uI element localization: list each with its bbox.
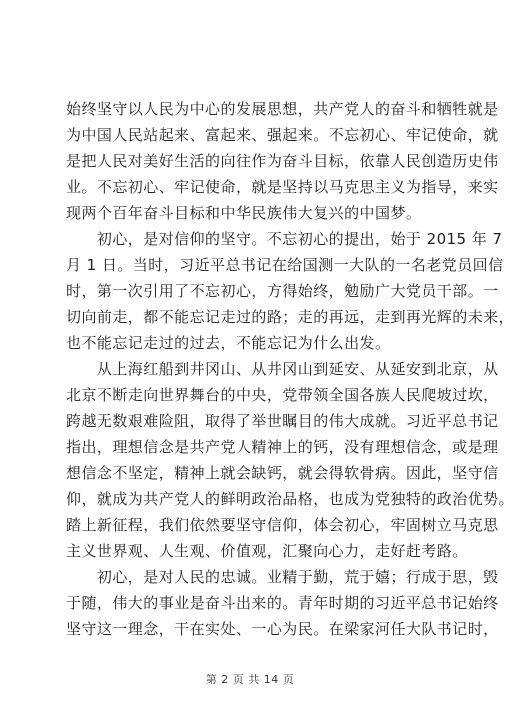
page-footer [0, 673, 500, 687]
paragraph-2 [66, 226, 514, 356]
text-line: 指出，理想信念是共产党人精神上的钙，没有理想信念，或是理 [66, 438, 499, 456]
text-line: 现两个百年奋斗目标和中华民族伟大复兴的中国梦。 [66, 204, 422, 222]
text-line: 想信念不坚定，精神上就会缺钙，就会得软骨病。因此，坚守信 [66, 464, 499, 482]
text-line: 主义世界观、人生观、价值观，汇聚向心力，走好赶考路。 [66, 542, 468, 560]
text-line: 业。不忘初心、牢记使命，就是坚持以马克思主义为指导，来实 [66, 178, 499, 196]
text-line: 初心，是对人民的忠诚。业精于勤，荒于嬉；行成于思，毁 [66, 568, 499, 586]
text-line: 也不能忘记走过的过去，不能忘记为什么出发。 [66, 334, 391, 352]
text-line: 始终坚守以人民为中心的发展思想，共产党人的奋斗和牺牲就是 [66, 100, 499, 118]
text-line: 踏上新征程，我们依然要坚守信仰，体会初心，牢固树立马克思 [66, 516, 499, 534]
text-line: 月 1 日。当时，习近平总书记在给国测一大队的一名老党员回信 [66, 256, 504, 274]
text-line: 时，第一次引用了不忘初心，方得始终，勉励广大党员干部。一 [66, 282, 499, 300]
text-line: 从上海红船到井冈山、从井冈山到延安、从延安到北京，从 [66, 360, 499, 378]
text-line: 北京不断走向世界舞台的中央，党带领全国各族人民爬坡过坎， [66, 386, 499, 404]
paragraph-4 [66, 564, 499, 642]
page-number-text: 第 2 页 共 14 页 [205, 673, 295, 686]
document-body [66, 96, 514, 642]
text-line: 坚守这一理念，干在实处、一心为民。在梁家河任大队书记时， [66, 620, 499, 638]
text-line: 初心，是对信仰的坚守。不忘初心的提出，始于 2015 年 7 [66, 230, 503, 248]
paragraph-1 [66, 96, 499, 226]
text-line: 于随，伟大的事业是奋斗出来的。青年时期的习近平总书记始终 [66, 594, 499, 612]
text-line: 为中国人民站起来、富起来、强起来。不忘初心、牢记使命，就 [66, 126, 499, 144]
text-line: 跨越无数艰难险阻，取得了举世瞩目的伟大成就。习近平总书记 [66, 412, 499, 430]
text-line: 仰，就成为共产党人的鲜明政治品格，也成为党独特的政治优势。 [66, 490, 514, 508]
paragraph-3 [66, 356, 514, 564]
text-line: 是把人民对美好生活的向往作为奋斗目标，依靠人民创造历史伟 [66, 152, 499, 170]
text-line: 切向前走，都不能忘记走过的路；走的再远，走到再光辉的未来， [66, 308, 514, 326]
